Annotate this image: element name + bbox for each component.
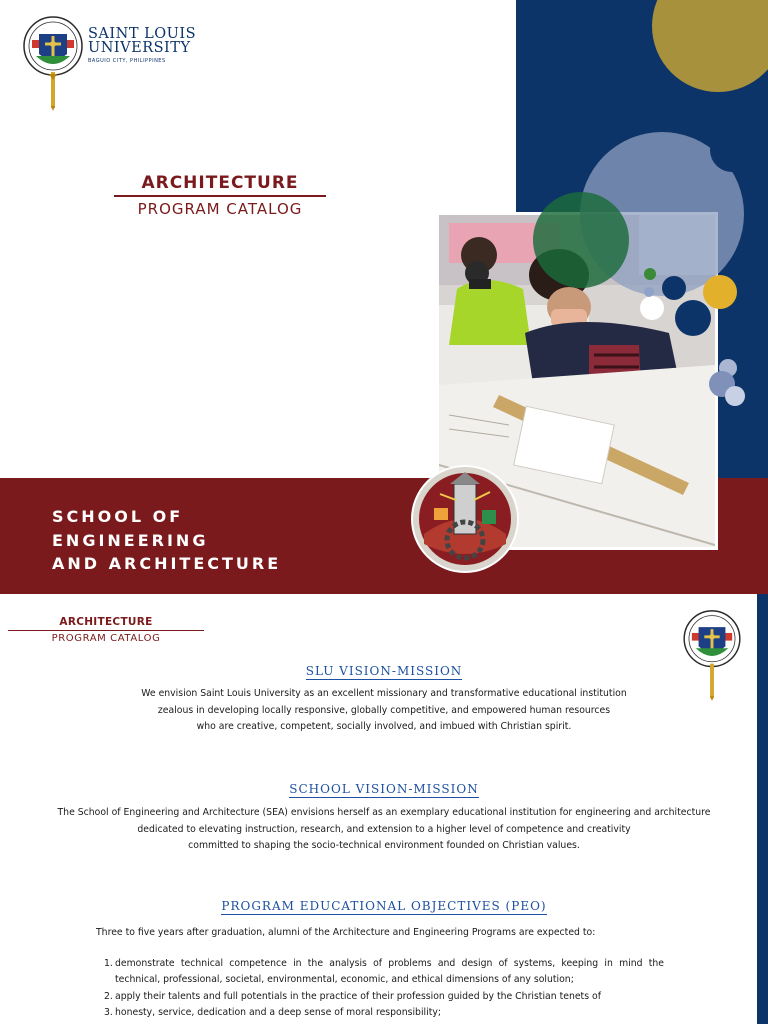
page2-header-catalog: PROGRAM CATALOG	[51, 633, 161, 644]
peo-list	[104, 956, 664, 1021]
peo-item-1-number: 1.	[104, 958, 113, 969]
sea-seal-logo-icon	[410, 464, 520, 574]
school-name-line1: SCHOOL OF	[52, 507, 184, 526]
peo-item-1	[104, 956, 664, 972]
school-vm-line-3: committed to shaping the socio-technical environment founded on Christian values.	[188, 840, 580, 851]
slu-vision-mission-title	[0, 664, 768, 678]
slu-vm-line-2: zealous in developing locally responsive, globally competitive, and empowered human resources	[157, 704, 611, 716]
school-vision-mission-text	[0, 805, 768, 855]
slu-vm-line-3: who are creative, competent, socially involved, and imbued with Christian spirit.	[196, 721, 572, 732]
peo-item-1-line1: demonstrate technical competence in the analysis of problems and design of systems, keeping in mind the	[115, 958, 664, 969]
slu-vision-mission-heading: SLU VISION-MISSION	[305, 664, 463, 678]
page2-header	[8, 616, 204, 645]
peo-heading: PROGRAM EDUCATIONAL OBJECTIVES (PEO)	[221, 899, 547, 913]
peo-item-3-line1: honesty, service, dedication and a deep sense of moral responsibility;	[115, 1006, 441, 1018]
school-vm-line-2: dedicated to elevating instruction, research, and extension to a higher level of competence and creativity	[137, 823, 631, 835]
cover-title	[114, 172, 326, 218]
school-vision-mission-title	[0, 782, 768, 796]
cover-catalog-subtitle: PROGRAM CATALOG	[137, 199, 303, 218]
peo-item-3	[104, 1005, 664, 1021]
slu-vm-line-1: We envision Saint Louis University as an excellent missionary and transformative educational institution	[141, 688, 627, 699]
peo-item-2-number: 2.	[104, 990, 113, 1002]
school-name-line2: ENGINEERING	[52, 530, 209, 550]
school-vm-line-1: The School of Engineering and Architecture (SEA) envisions herself as an exemplary educational institution for engineering and architecture	[57, 807, 711, 818]
page2-header-program: ARCHITECTURE	[59, 616, 153, 628]
peo-item-3-number: 3.	[104, 1006, 113, 1018]
cover-title-rule	[114, 195, 326, 197]
cover-program-title: ARCHITECTURE	[141, 173, 299, 193]
university-name-line1: SAINT LOUIS	[88, 26, 196, 42]
school-vision-mission-heading: SCHOOL VISION-MISSION	[289, 782, 479, 796]
university-location: BAGUIO CITY, PHILIPPINES	[88, 58, 166, 64]
university-name-line2: UNIVERSITY	[88, 40, 191, 56]
page2-header-rule	[8, 630, 204, 631]
peo-intro: Three to five years after graduation, alumni of the Architecture and Engineering Programs are expected to:	[96, 927, 596, 938]
university-name	[88, 27, 208, 64]
peo-title	[0, 899, 768, 913]
school-name-line3: AND ARCHITECTURE	[52, 554, 282, 573]
slu-vision-mission-text	[0, 686, 768, 736]
catalog-page-2	[0, 594, 768, 1024]
peo-item-2	[104, 989, 664, 1005]
school-name	[52, 505, 281, 576]
peo-item-1-continued	[104, 972, 664, 988]
slu-shield-logo-icon	[22, 14, 84, 112]
peo-item-2-line1: apply their talents and full potentials in the practice of their profession guided by the Christian tenets of	[115, 990, 601, 1002]
peo-item-1-line2: technical, professional, societal, environmental, economic, and ethical dimensions of any solution;	[115, 974, 574, 986]
